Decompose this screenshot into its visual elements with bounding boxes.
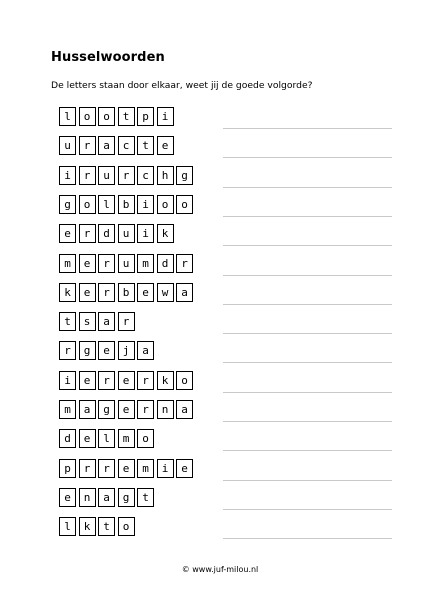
letter-box: r <box>79 166 96 185</box>
answer-line[interactable] <box>223 187 392 188</box>
letter-box: d <box>157 254 174 273</box>
letter-box: o <box>98 107 115 126</box>
letter-box: g <box>59 195 76 214</box>
answer-line[interactable] <box>223 480 392 481</box>
letter-box: k <box>79 517 96 536</box>
letter-box: e <box>59 488 76 507</box>
letter-box: t <box>137 136 154 155</box>
worksheet-title: Husselwoorden <box>51 50 165 65</box>
answer-line[interactable] <box>223 275 392 276</box>
letter-box: u <box>98 166 115 185</box>
answer-line[interactable] <box>223 216 392 217</box>
letter-box: m <box>118 429 135 448</box>
letter-box: i <box>137 224 154 243</box>
answer-line[interactable] <box>223 421 392 422</box>
letter-box: u <box>59 136 76 155</box>
letter-box: i <box>59 166 76 185</box>
letter-box: c <box>137 166 154 185</box>
letter-box: e <box>118 400 135 419</box>
letter-box: e <box>176 459 193 478</box>
letter-box: u <box>118 224 135 243</box>
letter-box: e <box>118 371 135 390</box>
letter-box: m <box>59 254 76 273</box>
letter-box: e <box>79 283 96 302</box>
letter-box: g <box>79 341 96 360</box>
letter-box: e <box>157 136 174 155</box>
letter-box: a <box>79 400 96 419</box>
answer-line[interactable] <box>223 304 392 305</box>
letter-box: l <box>98 429 115 448</box>
letter-box: o <box>157 195 174 214</box>
letter-box: j <box>118 341 135 360</box>
answer-line[interactable] <box>223 333 392 334</box>
letter-box: i <box>157 107 174 126</box>
letter-box: g <box>118 488 135 507</box>
answer-line[interactable] <box>223 538 392 539</box>
letter-box: r <box>79 136 96 155</box>
letter-box: m <box>59 400 76 419</box>
letter-box: a <box>137 341 154 360</box>
letter-box: i <box>157 459 174 478</box>
letter-box: n <box>157 400 174 419</box>
letter-box: b <box>118 195 135 214</box>
instruction-text: De letters staan door elkaar, weet jij de goede volgorde? <box>51 80 313 91</box>
letter-box: t <box>98 517 115 536</box>
letter-box: h <box>157 166 174 185</box>
letter-box: o <box>79 107 96 126</box>
answer-line[interactable] <box>223 450 392 451</box>
letter-box: r <box>176 254 193 273</box>
letter-box: r <box>59 341 76 360</box>
letter-box: r <box>137 400 154 419</box>
letter-box: w <box>157 283 174 302</box>
letter-box: c <box>118 136 135 155</box>
letter-box: o <box>118 517 135 536</box>
letter-box: r <box>79 224 96 243</box>
letter-box: b <box>118 283 135 302</box>
letter-box: l <box>59 107 76 126</box>
letter-box: t <box>118 107 135 126</box>
letter-box: o <box>176 195 193 214</box>
letter-box: k <box>157 371 174 390</box>
letter-box: u <box>118 254 135 273</box>
letter-box: r <box>118 166 135 185</box>
letter-box: r <box>98 459 115 478</box>
letter-box: m <box>137 459 154 478</box>
letter-box: l <box>98 195 115 214</box>
letter-box: e <box>118 459 135 478</box>
letter-box: t <box>137 488 154 507</box>
answer-line[interactable] <box>223 128 392 129</box>
letter-box: g <box>176 166 193 185</box>
letter-box: i <box>137 195 154 214</box>
letter-box: d <box>98 224 115 243</box>
letter-box: k <box>59 283 76 302</box>
letter-box: r <box>98 371 115 390</box>
letter-box: g <box>98 400 115 419</box>
letter-box: r <box>98 254 115 273</box>
letter-box: p <box>59 459 76 478</box>
answer-line[interactable] <box>223 157 392 158</box>
letter-box: r <box>79 459 96 478</box>
letter-box: a <box>98 136 115 155</box>
letter-box: e <box>79 371 96 390</box>
letter-box: p <box>137 107 154 126</box>
letter-box: n <box>79 488 96 507</box>
letter-box: o <box>79 195 96 214</box>
answer-line[interactable] <box>223 392 392 393</box>
letter-box: e <box>137 283 154 302</box>
letter-box: a <box>176 283 193 302</box>
letter-box: e <box>79 254 96 273</box>
letter-box: a <box>98 312 115 331</box>
answer-line[interactable] <box>223 509 392 510</box>
letter-box: e <box>59 224 76 243</box>
letter-box: a <box>176 400 193 419</box>
letter-box: t <box>59 312 76 331</box>
copyright-footer: © www.juf-milou.nl <box>181 565 259 574</box>
answer-line[interactable] <box>223 362 392 363</box>
letter-box: d <box>59 429 76 448</box>
letter-box: s <box>79 312 96 331</box>
letter-box: o <box>176 371 193 390</box>
letter-box: l <box>59 517 76 536</box>
letter-box: e <box>98 341 115 360</box>
letter-box: e <box>79 429 96 448</box>
letter-box: m <box>137 254 154 273</box>
letter-box: r <box>98 283 115 302</box>
letter-box: k <box>157 224 174 243</box>
letter-box: o <box>137 429 154 448</box>
letter-box: r <box>137 371 154 390</box>
letter-box: r <box>118 312 135 331</box>
letter-box: i <box>59 371 76 390</box>
letter-box: a <box>98 488 115 507</box>
answer-line[interactable] <box>223 245 392 246</box>
